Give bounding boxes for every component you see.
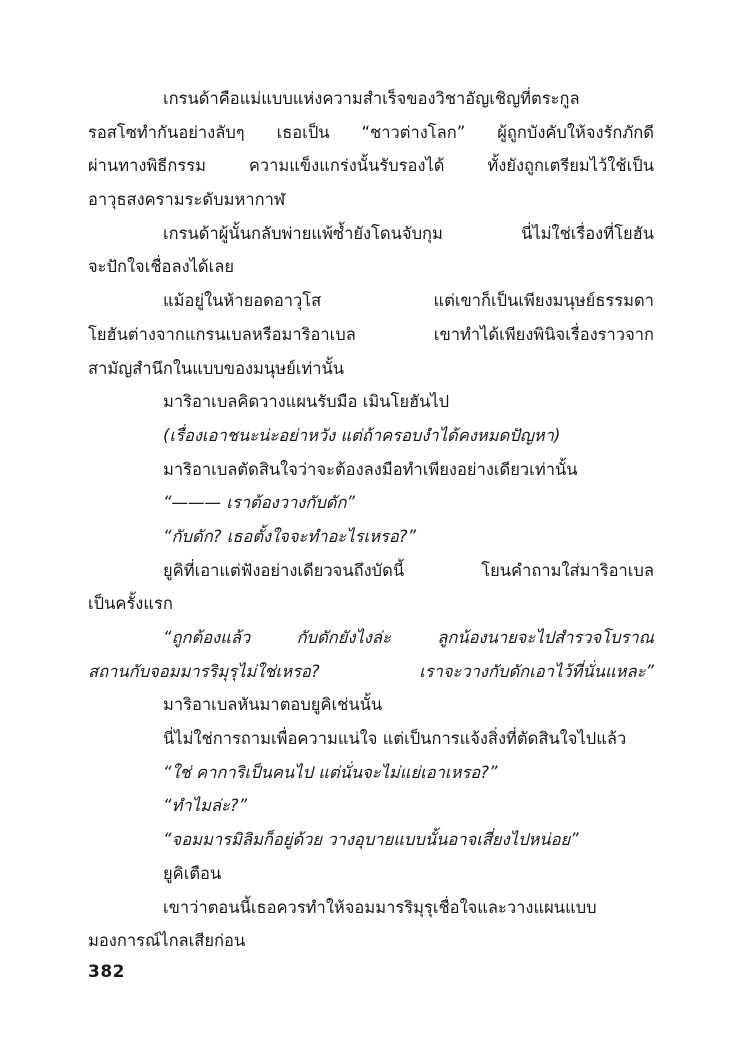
text-line: เขาว่าตอนนี้เธอควรทำให้จอมมารริมุรุเชื่อใจและวางแผนแบบ xyxy=(163,897,597,917)
text-line: ยูคิที่เอาแต่ฟังอย่างเดียวจนถึงบัดนี้ โยนคำถามใส่มาริอาเบล xyxy=(163,560,654,580)
text-line: เกรนด้าผู้นั้นกลับพ่ายแพ้ซ้ำยังโดนจับกุม นี่ไม่ใช่เรื่องที่โยฮัน xyxy=(163,223,654,243)
text-line: มาริอาเบลหันมาตอบยูคิเช่นนั้น xyxy=(163,695,383,715)
text-line: “ทำไมล่ะ?” xyxy=(163,796,248,816)
text-line: จะปักใจเชื่อลงได้เลย xyxy=(88,257,235,277)
text-line: “กับดัก? เธอตั้งใจจะทำอะไรเหรอ?” xyxy=(163,526,417,546)
text-line: นี่ไม่ใช่การถามเพื่อความแน่ใจ แต่เป็นการแจ้งสิ่งที่ตัดสินใจไปแล้ว xyxy=(163,729,627,749)
text-line: มองการณ์ไกลเสียก่อน xyxy=(88,931,246,951)
text-line: “ใช่ คาการิเป็นคนไป แต่นั่นจะไม่แย่เอาเหรอ?” xyxy=(163,762,498,782)
page-number: 382 xyxy=(88,962,125,982)
text-line: ผ่านทางพิธีกรรม ความแข็งแกร่งนั้นรับรองได้ ทั้งยังถูกเตรียมไว้ใช้เป็น xyxy=(88,156,654,176)
text-line: (เรื่องเอาชนะน่ะอย่าหวัง แต่ถ้าครอบงำได้คงหมดปัญหา) xyxy=(163,425,561,445)
text-line: ยูคิเตือน xyxy=(163,863,222,883)
text-line: “——— เราต้องวางกับดัก” xyxy=(163,493,356,513)
text-line: เป็นครั้งแรก xyxy=(88,594,173,614)
text-line: เกรนด้าคือแม่แบบแห่งความสำเร็จของวิชาอัญเชิญที่ตระกูล xyxy=(163,89,580,108)
text-line: “ถูกต้องแล้ว กับดักยังไงล่ะ ลูกน้องนายจะไปสำรวจโบราณ xyxy=(163,628,654,647)
text-line: สถานกับจอมมารริมุรุไม่ใช่เหรอ? เราจะวางกับดักเอาไว้ที่นั่นแหละ” xyxy=(88,661,654,681)
text-line: มาริอาเบลตัดสินใจว่าจะต้องลงมือทำเพียงอย่างเดียวเท่านั้น xyxy=(163,459,578,479)
text-line: อาวุธสงครามระดับมหากาฬ xyxy=(88,190,286,210)
text-line: แม้อยู่ในห้ายอดอาวุโส แต่เขาก็เป็นเพียงมนุษย์ธรรมดา xyxy=(163,291,654,311)
text-line: มาริอาเบลคิดวางแผนรับมือ เมินโยฮันไป xyxy=(163,392,450,412)
text-line: “จอมมารมิลิมก็อยู่ด้วย วางอุบายแบบนั้นอาจเสี่ยงไปหน่อย” xyxy=(163,830,579,850)
text-line: รอสโซทำกันอย่างลับๆ เธอเป็น “ชาวต่างโลก” ผู้ถูกบังคับให้จงรักภักดี xyxy=(88,122,654,142)
body-text xyxy=(88,82,654,958)
text-line: สามัญสำนึกในแบบของมนุษย์เท่านั้น xyxy=(88,358,345,378)
text-line: โยฮันต่างจากแกรนเบลหรือมาริอาเบล เขาทำได้เพียงพินิจเรื่องราวจาก xyxy=(88,324,654,344)
